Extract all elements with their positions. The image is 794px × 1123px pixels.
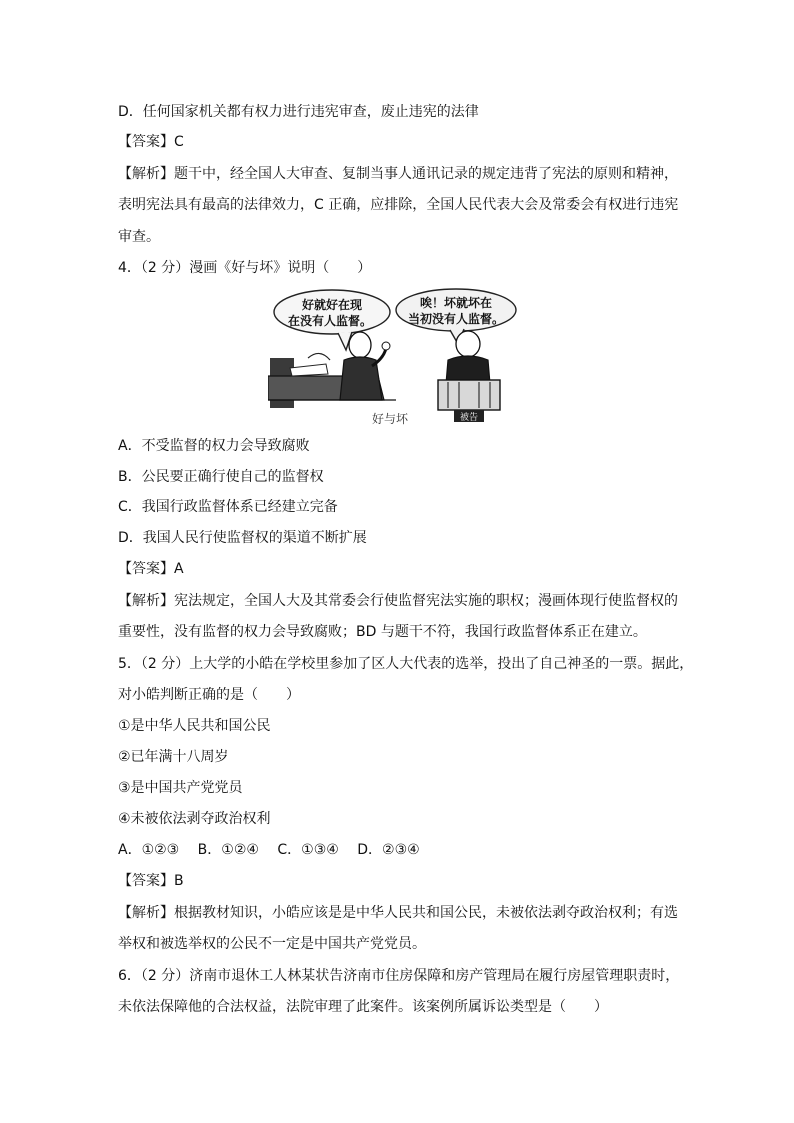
defendant-head (456, 331, 480, 357)
left-bubble-text-1: 好就好在现 (301, 298, 363, 312)
left-bubble-text-2: 在没有人监督。 (287, 314, 373, 328)
dock-label: 被告 (459, 413, 479, 423)
option-4a: A．不受监督的权力会导致腐败 (118, 438, 310, 454)
question-5-line-1: 5．（2 分）上大学的小皓在学校里参加了区人大代表的选举，投出了自己神圣的一票。据此， (118, 656, 694, 672)
statement-3: ③是中国共产党党员 (118, 780, 243, 796)
answer-5: 【答案】B (118, 873, 184, 889)
cartoon-good-and-bad (268, 288, 524, 423)
analysis-3-line-1: 【解析】题干中，经全国人大审查、复制当事人通讯记录的规定违背了宪法的原则和精神， (118, 166, 678, 182)
official-head (349, 332, 371, 358)
answer-3: 【答案】C (118, 134, 184, 150)
option-3d: D．任何国家机关都有权力进行违宪审查，废止违宪的法律 (118, 104, 479, 120)
question-6-line-1: 6．（2 分）济南市退休工人林某状告济南市住房保障和房产管理局在履行房屋管理职责时， (118, 968, 680, 984)
answer-4: 【答案】A (118, 561, 184, 577)
question-5-line-2: 对小皓判断正确的是（ ） (118, 687, 300, 703)
analysis-5-line-2: 举权和被选举权的公民不一定是中国共产党党员。 (118, 936, 426, 952)
analysis-3-line-3: 审查。 (118, 229, 160, 245)
option-4b: B．公民要正确行使自己的监督权 (118, 469, 324, 485)
options-5: A．①②③ B．①②④ C．①③④ D．②③④ (118, 842, 420, 858)
right-bubble-text-1: 唉！坏就坏在 (419, 296, 493, 310)
statement-1: ①是中华人民共和国公民 (118, 718, 271, 734)
defendant-dock (438, 380, 500, 410)
option-4c: C．我国行政监督体系已经建立完备 (118, 499, 338, 515)
analysis-4-line-2: 重要性，没有监督的权力会导致腐败；BD 与题干不符，我国行政监督体系正在建立。 (118, 624, 647, 640)
question-4: 4．（2 分）漫画《好与坏》说明（ ） (118, 260, 372, 276)
right-bubble-text-2: 当初没有人监督。 (407, 312, 505, 326)
statement-4: ④未被依法剥夺政治权利 (118, 811, 271, 827)
cartoon-caption: 好与坏 (372, 412, 409, 426)
option-4d: D．我国人民行使监督权的渠道不断扩展 (118, 530, 367, 546)
analysis-4-line-1: 【解析】宪法规定，全国人大及其常委会行使监督宪法实施的职权；漫画体现行使监督权的 (118, 593, 678, 609)
question-6-line-2: 未依法保障他的合法权益，法院审理了此案件。该案例所属诉讼类型是（ ） (118, 999, 608, 1015)
analysis-5-line-1: 【解析】根据教材知识，小皓应该是是中华人民共和国公民，未被依法剥夺政治权利；有选 (118, 905, 678, 921)
analysis-3-line-2: 表明宪法具有最高的法律效力，C 正确，应排除，全国人民代表大会及常委会有权进行违宪 (118, 197, 679, 213)
statement-2: ②已年满十八周岁 (118, 749, 229, 765)
